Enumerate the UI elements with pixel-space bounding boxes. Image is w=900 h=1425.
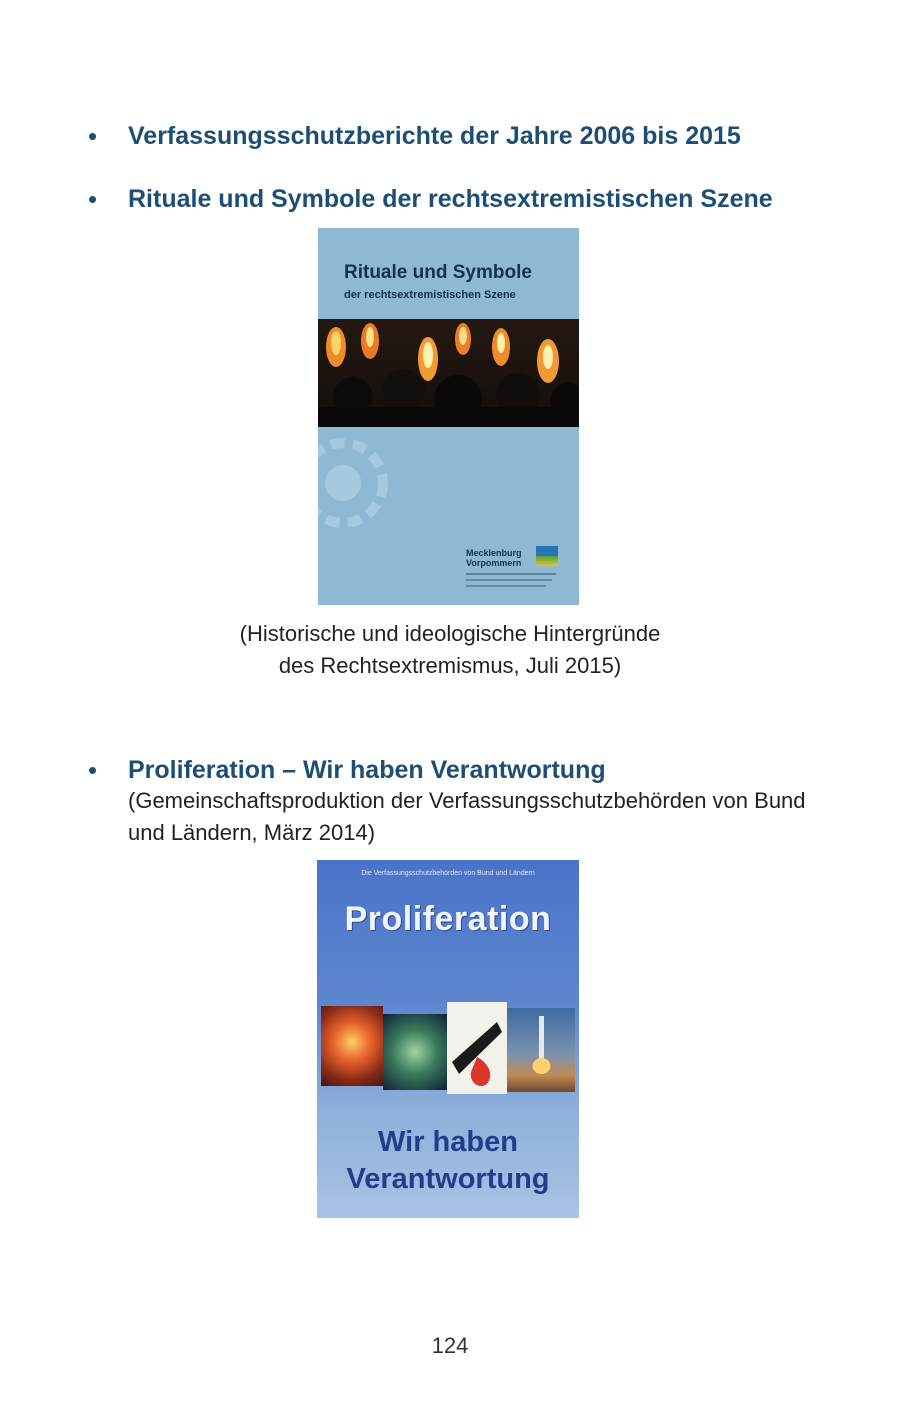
page-number: 124 xyxy=(431,1333,469,1358)
hand-image xyxy=(447,1002,507,1094)
cover-title: Rituale und Symbole xyxy=(344,262,532,283)
bullet-dot: • xyxy=(88,755,98,785)
cover-bottom-line-1: Wir haben xyxy=(378,1126,518,1158)
bullet-title: Rituale und Symbole der rechtsextremistischen Szene xyxy=(128,185,773,213)
cover-bottom-line-2: Verantwortung xyxy=(346,1163,550,1195)
missile-launch-image xyxy=(507,1008,575,1092)
cover-subtitle: der rechtsextremistischen Szene xyxy=(344,289,516,301)
torch-flames-graphic xyxy=(318,319,579,427)
torch-photo xyxy=(318,319,579,427)
bullet-dot: • xyxy=(88,184,98,214)
bullet-dot: • xyxy=(88,121,98,151)
scientist-image xyxy=(383,1014,447,1090)
cover-caption-line-1: (Historische und ideologische Hintergründe xyxy=(239,621,661,646)
cover-caption-line-2: des Rechtsextremismus, Juli 2015) xyxy=(278,653,622,678)
cover-top-line: Die Verfassungsschutzbehörden von Bund und Ländern xyxy=(361,870,535,877)
cover-image-proliferation xyxy=(317,860,579,1218)
explosion-image xyxy=(321,1006,383,1086)
bullet-title: Proliferation – Wir haben Verantwortung xyxy=(128,756,606,784)
bullet-description: (Gemeinschaftsproduktion der Verfassungsschutzbehörden von Bund und Ländern, März 2014) xyxy=(128,788,806,845)
bullet-title: Verfassungsschutzberichte der Jahre 2006 bis 2015 xyxy=(128,122,741,150)
cover-title: Proliferation xyxy=(344,900,552,938)
mecklenburg-vorpommern-logo: Mecklenburg Vorpommern xyxy=(466,544,576,599)
sun-wheel-symbol-graphic xyxy=(318,438,398,528)
cover-image-rituale-und-symbole xyxy=(318,228,579,605)
